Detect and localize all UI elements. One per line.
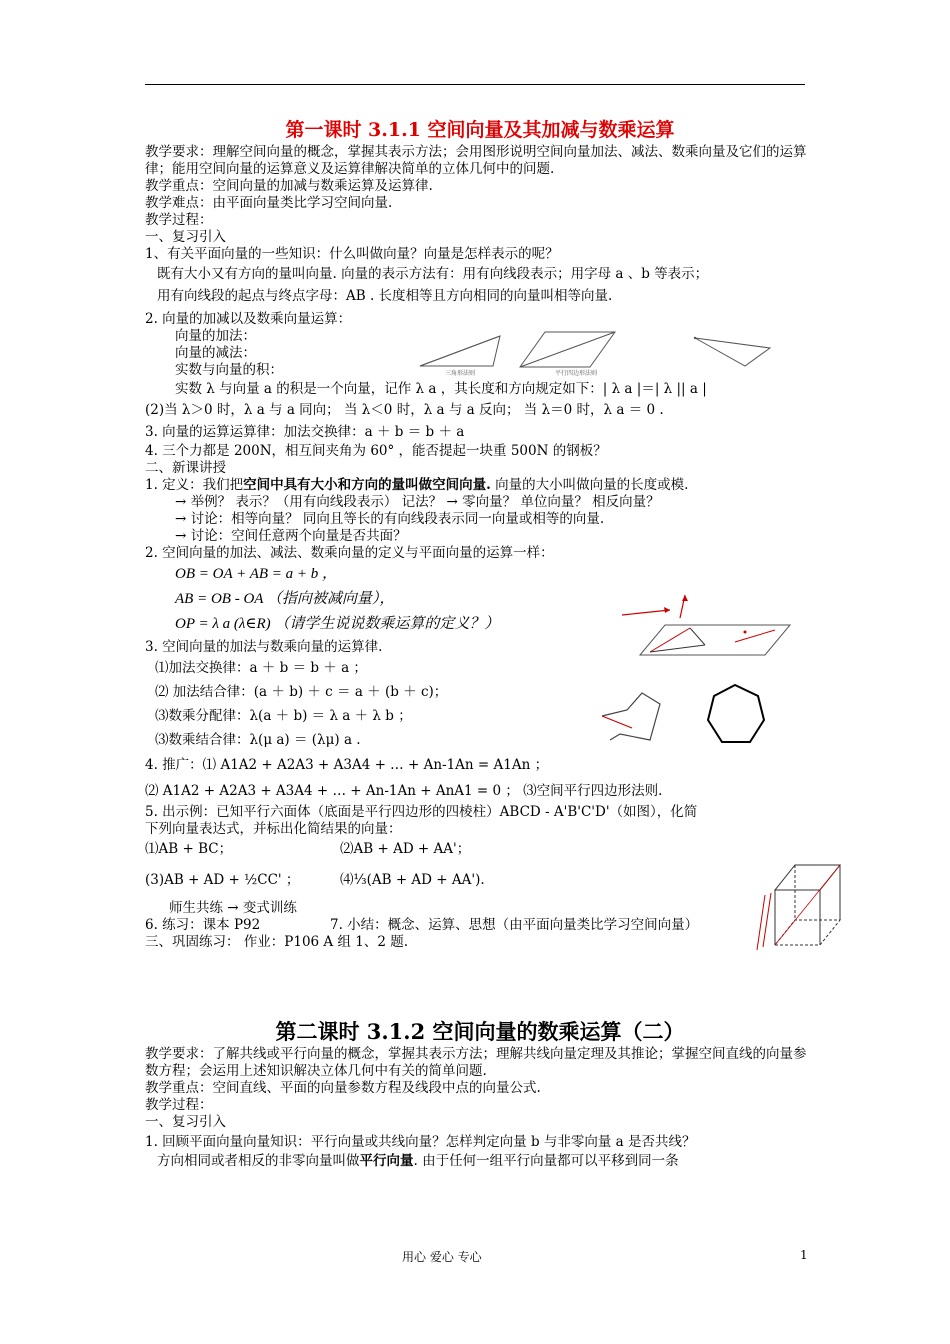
footer-motto: 用心 爱心 专心 <box>402 1250 482 1264</box>
lesson1-review-1a: 既有大小又有方向的量叫向量. 向量的表示方法有：用有向线段表示；用字母 a 、b 等表示； <box>157 266 709 282</box>
lesson1-ops-line: 2. 空间向量的加法、减法、数乘向量的定义与平面向量的运算一样： <box>145 545 554 561</box>
lesson1-review-heading: 一、复习引入 <box>145 229 226 245</box>
lesson1-review-2: 2. 向量的加减以及数乘向量运算： <box>145 311 352 327</box>
summary: 7. 小结：概念、运算、思想（由平面向量类比学习空间向量） <box>330 917 699 933</box>
lesson1-generalize-1: 4. 推广：⑴ A1A2 + A2A3 + A3A4 + … + An-1An = A1An ； <box>145 757 549 773</box>
lesson1-example-items-row2 <box>145 860 815 900</box>
header-rule <box>145 84 805 85</box>
lesson1-law-3: ⑶数乘分配律：λ(a ＋ b) ＝ λ a ＋ λ b ； <box>155 708 412 724</box>
lesson2-review-1: 1. 回顾平面向量向量知识：平行向量或共线向量？怎样判定向量 b 与非零向量 a 是否共线？ <box>145 1134 696 1150</box>
lesson1-new-heading: 二、新课讲授 <box>145 460 226 476</box>
review-1a-prefix: 方向相同或者相反的非零向量叫做 <box>157 1153 360 1169</box>
triangle-rule-figure <box>415 328 510 378</box>
lesson2-key-points: 教学重点：空间直线、平面的向量参数方程及线段中点的向量公式. <box>145 1080 541 1096</box>
lesson1-ops-sub: AB = OB - OA （指向被减向量）， <box>175 591 395 607</box>
lesson1-generalize-2: ⑵ A1A2 + A2A3 + A3A4 + … + An-1An + AnA1 = 0 ； ⑶空间平行四边形法则. <box>145 783 663 799</box>
parallelogram-caption: 平行四边形法则 <box>555 370 598 377</box>
lesson1-review-1: 1、有关平面向量的一些知识：什么叫做向量？向量是怎样表示的呢？ <box>145 246 559 262</box>
parallelepiped-figure <box>745 855 855 960</box>
lesson1-consolidate: 三、巩固练习： 作业：P106 A 组 1、2 题. <box>145 934 409 950</box>
lesson1-ops-mul: OP = λ a (λ∈R) （请学生说说数乘运算的定义？） <box>175 616 500 632</box>
review-1a-bold: 平行向量 <box>359 1153 414 1169</box>
lesson2-review-1a <box>145 1153 815 1170</box>
lesson1-laws-line: 3. 空间向量的加法与数乘向量的运算律. <box>145 639 383 655</box>
practice: 6. 练习：课本 P92 <box>145 917 261 933</box>
lesson1-difficulty: 教学难点：由平面向量类比学习空间向量. <box>145 195 393 211</box>
lesson1-law-2: ⑵ 加法结合律：(a ＋ b) ＋ c ＝ a ＋ (b ＋ c)； <box>155 684 448 700</box>
example-item-2: ⑵AB + AD + AA'； <box>340 841 471 857</box>
lesson1-practice-row <box>145 917 815 934</box>
lesson1-review-2-dir: (2)当 λ＞0 时，λ a 与 a 同向； 当 λ＜0 时，λ a 与 a 反向； 当 λ＝0 时，λ a ＝ 0 . <box>145 402 664 418</box>
definition-suffix: 向量的大小叫做向量的长度或模. <box>490 477 689 493</box>
lesson1-review-2-mul: 实数与向量的积： <box>175 362 283 378</box>
lesson2-requirements: 教学要求：了解共线或平行向量的概念，掌握其表示方法；理解共线向量定理及其推论；掌握空间直线的向量参数方程；会运用上述知识解决立体几何中有关的简单问题. <box>145 1046 807 1079</box>
vector-chain-figure <box>592 668 672 753</box>
lesson1-ops-add: OB = OA + AB = a + b ， <box>175 566 338 582</box>
space-vector-plane-figure <box>610 590 800 670</box>
lesson1-review-1b: 用有向线段的起点与终点字母：AB . 长度相等且方向相同的向量叫相等向量. <box>157 288 613 304</box>
lesson1-co-practice: 师生共练 → 变式训练 <box>169 900 297 916</box>
lesson2-review-heading: 一、复习引入 <box>145 1114 226 1130</box>
lesson1-review-2-sub: 向量的减法： <box>175 345 256 361</box>
lesson1-arrow-2: → 讨论：相等向量？ 同向且等长的有向线段表示同一向量或相等的向量. <box>175 511 605 527</box>
section-spacer <box>145 951 815 1019</box>
definition-prefix: 1. 定义：我们把 <box>145 477 244 493</box>
definition-bold: 空间中具有大小和方向的量叫做空间向量. <box>243 477 491 493</box>
lesson1-requirements: 教学要求：理解空间向量的概念，掌握其表示方法；会用图形说明空间向量加法、减法、数乘向量及它们的运算律；能用空间向量的运算意义及运算律解决简单的立体几何中的问题. <box>145 144 807 177</box>
lesson1-example-items-row1 <box>145 838 815 860</box>
lesson1-review-4: 4. 三个力都是 200N，相互间夹角为 60° ，能否提起一块重 500N 的钢板？ <box>145 443 607 459</box>
lesson1-title: 第一课时 3.1.1 空间向量及其加减与数乘运算 <box>285 119 675 141</box>
example-item-4: ⑷⅓(AB + AD + AA'). <box>340 872 485 888</box>
lesson1-example-2: 下列向量表达式，并标出化简结果的向量： <box>145 821 402 837</box>
review-1a-suffix: . 由于任何一组平行向量都可以平移到同一条 <box>413 1153 679 1169</box>
triangle-caption: 三角形法则 <box>445 370 476 377</box>
lesson1-review-2-add: 向量的加法： <box>175 328 256 344</box>
lesson1-example-1: 5. 出示例：已知平行六面体（底面是平行四边形的四棱柱）ABCD - A'B'C'D'（如图），化简 <box>145 804 698 820</box>
page-number: 1 <box>800 1248 808 1262</box>
lesson1-review-2-def: 实数 λ 与向量 a 的积是一个向量，记作 λ a ，其长度和方向规定如下：| λ a |＝| λ || a | <box>175 381 707 397</box>
lesson2-process: 教学过程： <box>145 1097 213 1113</box>
lesson2-title: 第二课时 3.1.2 空间向量的数乘运算（二） <box>275 1019 685 1044</box>
lesson1-law-4: ⑶数乘结合律：λ(μ a) ＝ (λμ) a . <box>155 732 361 748</box>
lesson1-process: 教学过程： <box>145 212 213 228</box>
subtraction-figure <box>690 330 780 372</box>
lesson1-arrow-3: → 讨论：空间任意两个向量是否共面？ <box>175 528 407 544</box>
lesson1-key-points: 教学重点：空间向量的加减与数乘运算及运算律. <box>145 178 433 194</box>
example-item-3: (3)AB + AD + ½CC' ； <box>145 872 300 888</box>
lesson1-definition <box>145 477 815 494</box>
lesson1-review-3: 3. 向量的运算运算律：加法交换律：a ＋ b ＝ b ＋ a <box>145 424 465 440</box>
parallelogram-rule-figure <box>515 327 625 377</box>
lesson1-law-1: ⑴加法交换律：a ＋ b ＝ b ＋ a ； <box>155 660 367 676</box>
heptagon-figure <box>700 680 770 750</box>
example-item-1: ⑴AB + BC； <box>145 841 233 857</box>
lesson1-arrow-1: → 举例？ 表示？（用有向线段表示） 记法？ → 零向量？ 单位向量？ 相反向量？ <box>175 494 660 510</box>
